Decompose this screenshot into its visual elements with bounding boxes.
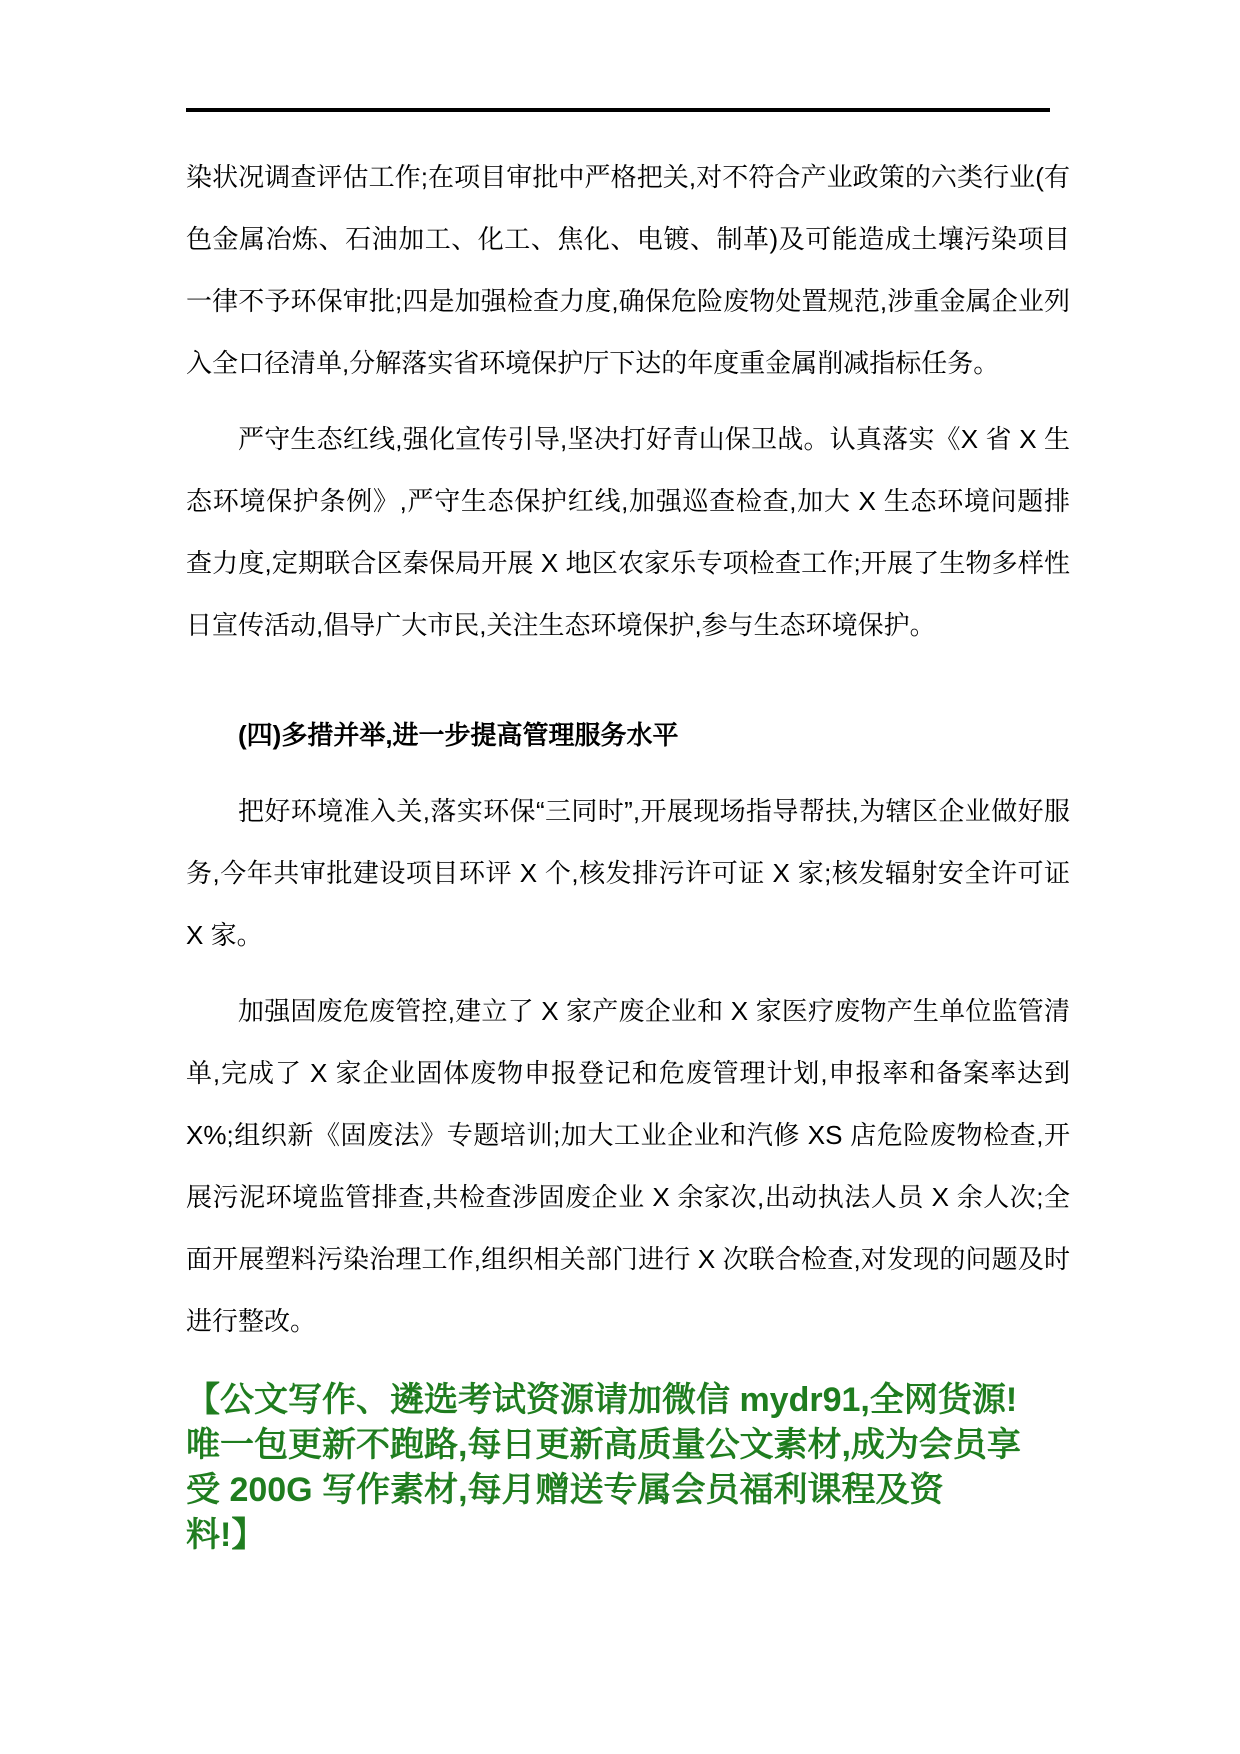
paragraph: 把好环境准入关,落实环保“三同时”,开展现场指导帮扶,为辖区企业做好服务,今年共审批建设项目环评 X 个,核发排污许可证 X 家;核发辐射安全许可证 X 家。 [186,796,1070,950]
footer-ad-line: 【公文写作、遴选考试资源请加微信 mydr91,全网货源! [186,1381,1018,1419]
section-heading: (四)多措并举,进一步提高管理服务水平 [238,720,679,750]
footer-ad-line: 料!】 [186,1516,266,1554]
footer-ad-line: 受 200G 写作素材,每月赠送专属会员福利课程及资 [186,1471,944,1509]
footer-ad-block [186,1378,1090,1558]
footer-ad-line: 唯一包更新不跑路,每日更新高质量公文素材,成为会员享 [186,1426,1021,1464]
paragraph: 加强固废危废管控,建立了 X 家产废企业和 X 家医疗废物产生单位监管清单,完成了 X 家企业固体废物申报登记和危废管理计划,申报率和备案率达到 X%;组织新《固废法》专题培训;加大工业企业和汽修 XS 店危险废物检查,开展污泥环境监管排查,共检查涉固废企业 X 余家次,出动执法人员 X 余人次;全面开展塑料污染治理工作,组织相关部门进行 X 次联合检查,对发现的问题及时进行整改。 [186,996,1070,1336]
document-body [186,146,1070,1352]
header-rule [186,108,1050,112]
paragraph: 严守生态红线,强化宣传引导,坚决打好青山保卫战。认真落实《X 省 X 生态环境保护条例》,严守生态保护红线,加强巡查检查,加大 X 生态环境问题排查力度,定期联合区秦保局开展 X 地区农家乐专项检查工作;开展了生物多样性日宣传活动,倡导广大市民,关注生态环境保护,参与生态环境保护。 [186,424,1070,640]
paragraph-continuation: 染状况调查评估工作;在项目审批中严格把关,对不符合产业政策的六类行业(有色金属冶炼、石油加工、化工、焦化、电镀、制革)及可能造成土壤污染项目一律不予环保审批;四是加强检查力度,确保危险废物处置规范,涉重金属企业列入全口径清单,分解落实省环境保护厅下达的年度重金属削减指标任务。 [186,162,1070,378]
